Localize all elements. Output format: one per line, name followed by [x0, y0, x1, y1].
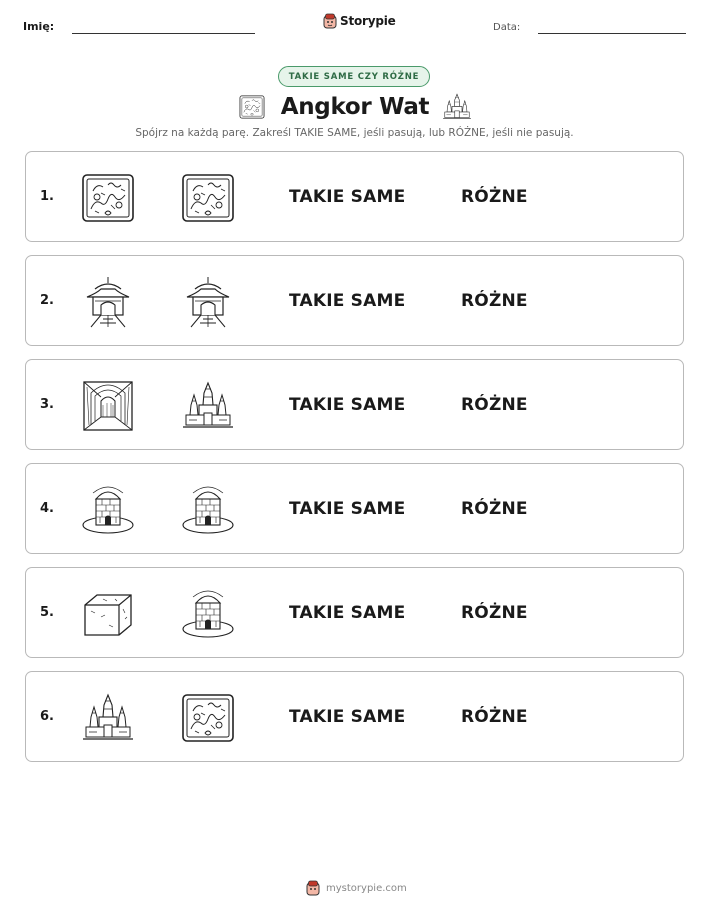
question-row	[25, 151, 684, 242]
storypie-mascot-icon	[306, 880, 320, 896]
name-label: Imię:	[23, 20, 55, 33]
question-row	[25, 567, 684, 658]
angkor-temple-icon	[181, 379, 235, 433]
option-same[interactable]: TAKIE SAME	[289, 395, 406, 415]
name-line[interactable]	[72, 33, 255, 34]
brand-logo	[323, 13, 396, 29]
question-number: 5.	[40, 605, 54, 620]
carved-relief-panel-icon	[181, 171, 235, 225]
question-row	[25, 255, 684, 346]
question-row	[25, 359, 684, 450]
question-number: 1.	[40, 189, 54, 204]
angkor-temple-icon	[81, 691, 135, 745]
option-different[interactable]: RÓŻNE	[461, 603, 528, 623]
option-different[interactable]: RÓŻNE	[461, 707, 528, 727]
footer-url: mystorypie.com	[326, 882, 407, 894]
carved-relief-panel-icon	[236, 94, 268, 120]
question-row	[25, 671, 684, 762]
stone-tower-icon	[181, 587, 235, 641]
temple-gate-icon	[181, 275, 235, 329]
question-number: 6.	[40, 709, 54, 724]
option-same[interactable]: TAKIE SAME	[289, 291, 406, 311]
question-number: 3.	[40, 397, 54, 412]
worksheet-type-badge: TAKIE SAME CZY RÓŻNE	[278, 66, 430, 87]
storypie-mascot-icon	[323, 13, 337, 29]
angkor-temple-icon	[442, 92, 472, 122]
temple-gate-icon	[81, 275, 135, 329]
title-row	[236, 91, 472, 123]
footer	[306, 880, 407, 896]
stone-tower-icon	[81, 483, 135, 537]
question-number: 4.	[40, 501, 54, 516]
question-number: 2.	[40, 293, 54, 308]
carved-relief-panel-icon	[181, 691, 235, 745]
option-same[interactable]: TAKIE SAME	[289, 187, 406, 207]
option-same[interactable]: TAKIE SAME	[289, 499, 406, 519]
option-different[interactable]: RÓŻNE	[461, 395, 528, 415]
option-different[interactable]: RÓŻNE	[461, 499, 528, 519]
stone-block-icon	[81, 587, 135, 641]
option-same[interactable]: TAKIE SAME	[289, 603, 406, 623]
question-row	[25, 463, 684, 554]
option-same[interactable]: TAKIE SAME	[289, 707, 406, 727]
date-label: Data:	[493, 22, 521, 33]
date-line[interactable]	[538, 33, 686, 34]
instructions: Spójrz na każdą parę. Zakreśl TAKIE SAME, jeśli pasują, lub RÓŻNE, jeśli nie pasują.	[135, 127, 574, 139]
option-different[interactable]: RÓŻNE	[461, 291, 528, 311]
carved-relief-panel-icon	[81, 171, 135, 225]
corridor-icon	[81, 379, 135, 433]
stone-tower-icon	[181, 483, 235, 537]
option-different[interactable]: RÓŻNE	[461, 187, 528, 207]
brand-name: Storypie	[340, 14, 396, 28]
page-title: Angkor Wat	[280, 94, 430, 120]
